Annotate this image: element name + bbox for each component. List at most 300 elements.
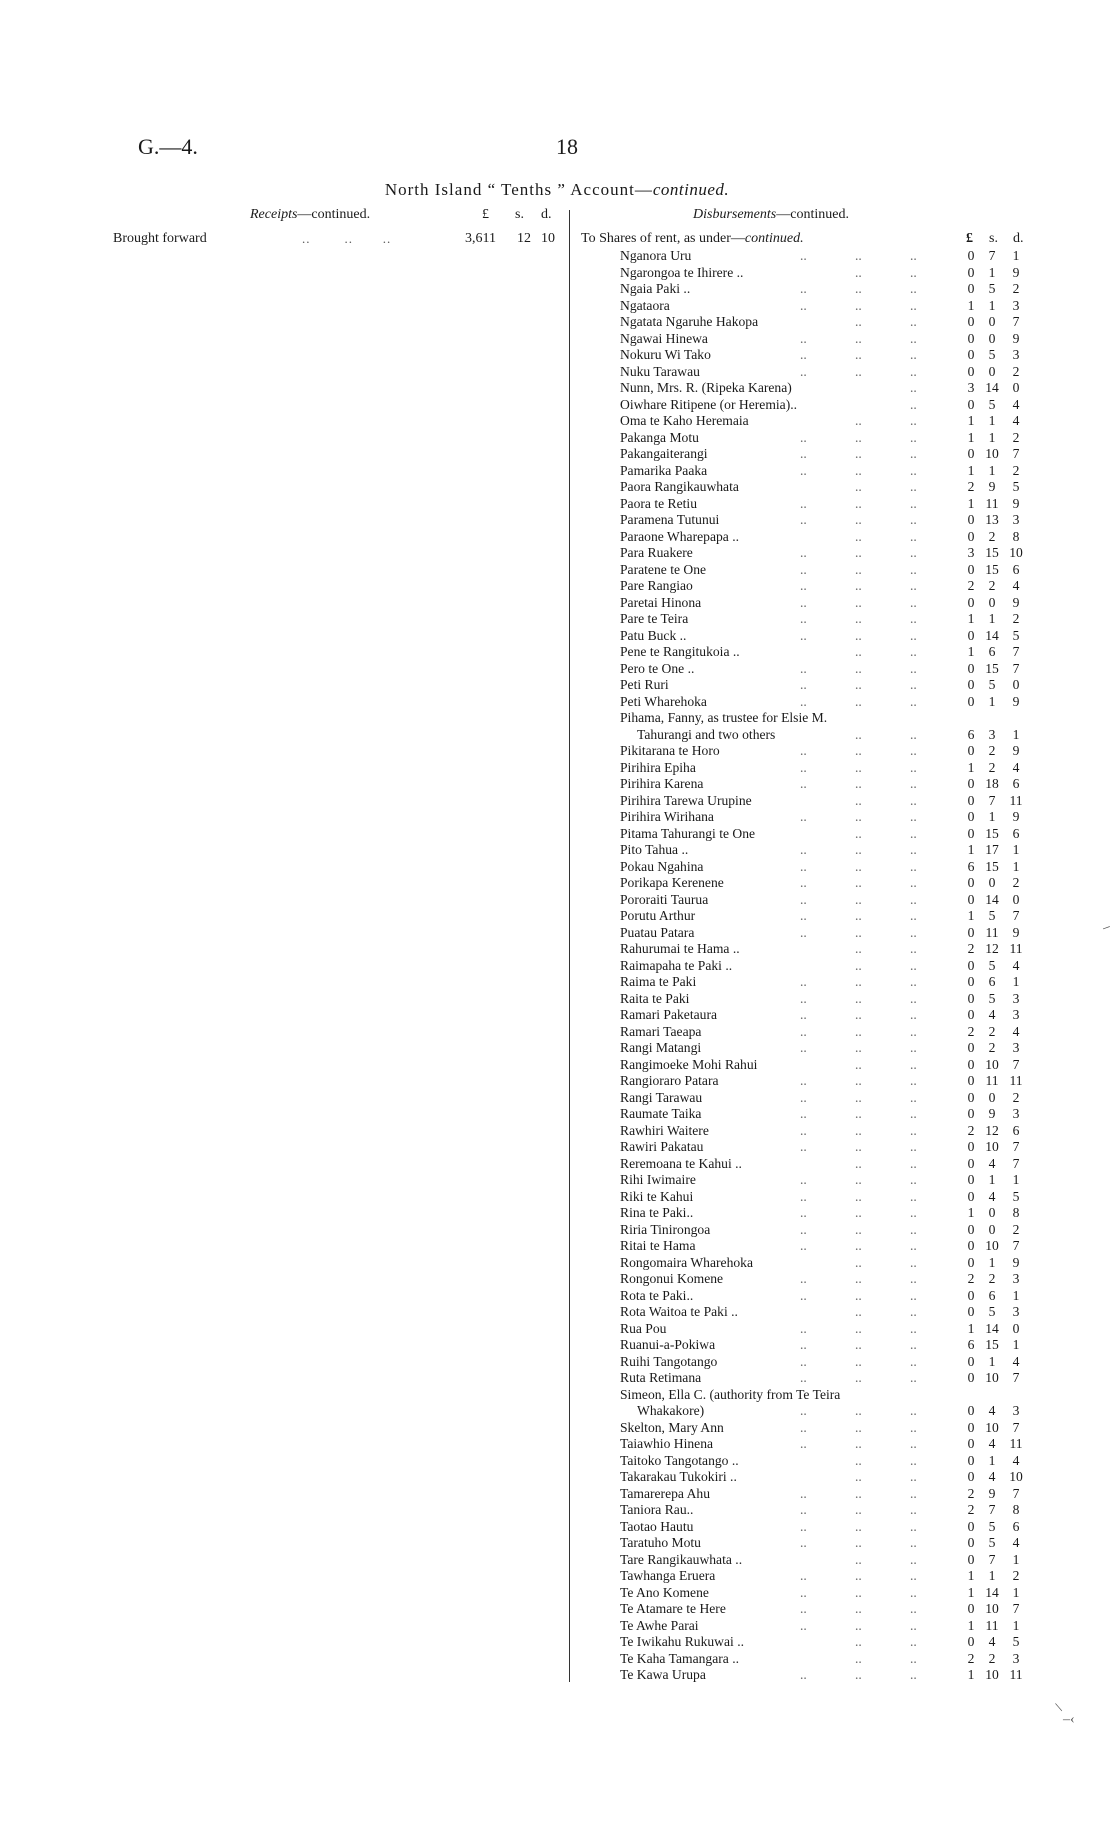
- table-row: [0, 1568, 1114, 1585]
- amount-pounds: 1: [967, 644, 975, 659]
- payee-name: Para Ruakere: [620, 545, 693, 560]
- table-row: [0, 1370, 1114, 1387]
- leader-dots: ..: [855, 1304, 862, 1319]
- leader-dots: ..: [855, 297, 862, 313]
- leader-dots: ..: [800, 1172, 807, 1187]
- amount-pounds: 0: [967, 677, 975, 692]
- amount-pence: 3: [1012, 1403, 1020, 1418]
- table-row: [0, 1007, 1114, 1024]
- receipts-heading-label: Receipts: [250, 207, 298, 222]
- amount-shillings: 14: [985, 627, 999, 643]
- payee-name: Oiwhare Ritipene (or Heremia)..: [620, 396, 798, 412]
- table-row: [0, 298, 1114, 315]
- leader-dots: ..: [910, 330, 917, 346]
- amount-pounds: 3: [967, 545, 975, 560]
- payee-name: Ngarongoa te Ihirere ..: [620, 264, 744, 280]
- amount-pence: 4: [1012, 1535, 1020, 1550]
- amount-shillings: 1: [988, 429, 996, 445]
- amount-shillings: 4: [988, 1469, 996, 1484]
- leader-dots: ..: [800, 1667, 807, 1682]
- amount-shillings: 9: [988, 1106, 996, 1121]
- amount-pounds: 0: [967, 1155, 975, 1171]
- leader-dots: ..: [910, 1337, 917, 1352]
- amount-pounds: 0: [967, 330, 975, 346]
- table-row: [0, 776, 1114, 793]
- payee-name: Pene te Rangitukoia ..: [620, 644, 740, 659]
- leader-dots: ..: [800, 330, 807, 346]
- amount-pence: 7: [1012, 1155, 1020, 1171]
- payee-name: Simeon, Ella C. (authority from Te Teira: [620, 1386, 841, 1402]
- leader-dots: ..: [910, 446, 917, 461]
- amount-shillings: 0: [988, 1089, 996, 1105]
- payee-name: Nganora Uru: [620, 248, 692, 263]
- table-row: [0, 545, 1114, 562]
- amount-pence: 11: [1009, 792, 1023, 808]
- amount-shillings: 0: [988, 875, 996, 890]
- amount-shillings: 2: [988, 1650, 996, 1666]
- amount-pounds: 0: [967, 594, 975, 610]
- amount-shillings: 1: [988, 297, 996, 313]
- leader-dots: ..: [800, 924, 807, 940]
- amount-pounds: 0: [967, 990, 975, 1006]
- leader-dots: ..: [855, 1403, 862, 1418]
- leader-dots: ..: [800, 891, 807, 907]
- amount-shillings: 4: [988, 1007, 996, 1022]
- payee-name: Taratuho Motu: [620, 1535, 701, 1550]
- margin-mark: –‹: [1063, 1712, 1075, 1727]
- amount-pounds: 0: [967, 776, 975, 791]
- amount-pence: 2: [1012, 1568, 1020, 1583]
- table-row: [0, 430, 1114, 447]
- table-row: [0, 281, 1114, 298]
- amount-pence: 10: [1009, 545, 1023, 560]
- amount-shillings: 4: [988, 1436, 996, 1451]
- amount-shillings: 3: [988, 726, 996, 742]
- table-row: [0, 1271, 1114, 1288]
- leader-dots: ..: [910, 1518, 917, 1534]
- amount-pence: 7: [1012, 446, 1020, 461]
- leader-dots: ..: [800, 1139, 807, 1154]
- amount-pounds: 1: [967, 1667, 975, 1682]
- table-row: [0, 974, 1114, 991]
- amount-shillings: 17: [985, 842, 999, 857]
- leader-dots: ..: [855, 1634, 862, 1649]
- amount-shillings: 7: [988, 1502, 996, 1517]
- payee-name: Te Kaha Tamangara ..: [620, 1650, 739, 1666]
- amount-pence: 7: [1012, 1139, 1020, 1154]
- table-row: [0, 529, 1114, 546]
- amount-pounds: 2: [967, 1023, 975, 1039]
- leader-dots: ..: [855, 693, 862, 709]
- table-row: [0, 826, 1114, 843]
- amount-pounds: 2: [967, 1485, 975, 1501]
- leader-dots: ..: [855, 1106, 862, 1121]
- leader-dots: ..: [910, 297, 917, 313]
- leader-dots: ..: [800, 776, 807, 791]
- amount-pence: 2: [1012, 429, 1020, 445]
- amount-pounds: 0: [967, 561, 975, 577]
- amount-pounds: 0: [967, 363, 975, 379]
- amount-shillings: 10: [985, 1601, 999, 1616]
- leader-dots: ..: [800, 858, 807, 874]
- amount-pence: 3: [1012, 347, 1020, 362]
- amount-pounds: 1: [967, 1205, 975, 1220]
- amount-shillings: 15: [985, 660, 999, 676]
- amount-shillings: 5: [988, 1518, 996, 1534]
- amount-shillings: 4: [988, 1634, 996, 1649]
- payee-name: Skelton, Mary Ann: [620, 1419, 724, 1435]
- amount-pounds: 0: [967, 1254, 975, 1270]
- amount-pence: 4: [1012, 1023, 1020, 1039]
- table-row: [0, 1469, 1114, 1486]
- table-row: [0, 446, 1114, 463]
- amount-pounds: 1: [967, 1320, 975, 1336]
- leader-dots: ..: [910, 611, 917, 626]
- payee-name: Paramena Tutunui: [620, 512, 720, 527]
- table-row: [0, 1519, 1114, 1536]
- amount-pounds: 0: [967, 1106, 975, 1121]
- amount-pence: 1: [1012, 1584, 1020, 1600]
- amount-pence: 3: [1012, 1304, 1020, 1319]
- amount-pence: 11: [1009, 1436, 1023, 1451]
- leader-dots: ..: [855, 941, 862, 956]
- amount-pounds: 2: [967, 1122, 975, 1138]
- payee-name: Pororaiti Taurua: [620, 891, 709, 907]
- amount-shillings: 15: [985, 1337, 999, 1352]
- brought-forward-label: Brought forward: [113, 231, 207, 246]
- leader-dots: ..: [855, 990, 862, 1006]
- table-row: [0, 512, 1114, 529]
- amount-pounds: 0: [967, 1551, 975, 1567]
- brought-forward-leaders: .. .. ..: [302, 231, 392, 246]
- disbursements-col-pounds: £: [966, 231, 973, 246]
- leader-dots: ..: [910, 1601, 917, 1616]
- amount-pence: 0: [1012, 677, 1020, 692]
- leader-dots: ..: [910, 1419, 917, 1435]
- leader-dots: ..: [910, 1073, 917, 1088]
- receipts-col-pounds: £: [482, 207, 489, 222]
- payee-name: Raimapaha te Paki ..: [620, 957, 733, 973]
- leader-dots: ..: [855, 611, 862, 626]
- leader-dots: ..: [910, 1469, 917, 1484]
- amount-pounds: 1: [967, 759, 975, 775]
- leader-dots: ..: [800, 743, 807, 758]
- amount-pence: 3: [1012, 1040, 1020, 1055]
- leader-dots: ..: [855, 809, 862, 824]
- payee-name: Taotao Hautu: [620, 1518, 694, 1534]
- leader-dots: ..: [855, 1271, 862, 1286]
- leader-dots: ..: [910, 743, 917, 758]
- leader-dots: ..: [910, 776, 917, 791]
- amount-shillings: 15: [985, 561, 999, 577]
- payee-name: Tahurangi and two others: [637, 726, 776, 742]
- leader-dots: ..: [910, 1221, 917, 1237]
- account-title-continued: continued.: [652, 180, 730, 199]
- leader-dots: ..: [855, 264, 862, 280]
- leader-dots: ..: [855, 1287, 862, 1303]
- amount-pence: 4: [1012, 1353, 1020, 1369]
- table-row: [0, 694, 1114, 711]
- leader-dots: ..: [800, 809, 807, 824]
- amount-pounds: 0: [967, 396, 975, 412]
- amount-shillings: 10: [985, 1139, 999, 1154]
- table-row: [0, 611, 1114, 628]
- leader-dots: ..: [800, 990, 807, 1006]
- payee-name: Pito Tahua ..: [620, 842, 689, 857]
- amount-pounds: 0: [967, 446, 975, 461]
- leader-dots: ..: [800, 1320, 807, 1336]
- table-row: [0, 1436, 1114, 1453]
- amount-shillings: 2: [988, 578, 996, 593]
- amount-pounds: 0: [967, 891, 975, 907]
- leader-dots: ..: [855, 1617, 862, 1633]
- amount-shillings: 5: [988, 957, 996, 973]
- amount-pence: 9: [1012, 495, 1020, 511]
- amount-pounds: 0: [967, 347, 975, 362]
- leader-dots: ..: [855, 1040, 862, 1055]
- amount-pence: 5: [1012, 627, 1020, 643]
- table-row: [0, 479, 1114, 496]
- payee-name: Paratene te One: [620, 561, 707, 577]
- amount-shillings: 1: [988, 1568, 996, 1583]
- amount-pence: 7: [1012, 908, 1020, 923]
- payee-name: Taiawhio Hinena: [620, 1436, 714, 1451]
- payee-name: Puatau Patara: [620, 924, 695, 940]
- amount-pence: 1: [1012, 1172, 1020, 1187]
- payee-name: Pakangaiterangi: [620, 446, 708, 461]
- amount-shillings: 1: [988, 462, 996, 478]
- leader-dots: ..: [910, 1535, 917, 1550]
- brought-forward-pence: 10: [541, 231, 555, 246]
- amount-shillings: 9: [988, 479, 996, 494]
- leader-dots: ..: [910, 1023, 917, 1039]
- leader-dots: ..: [855, 578, 862, 593]
- payee-name: Ngatata Ngaruhe Hakopa: [620, 314, 759, 329]
- amount-pounds: 0: [967, 693, 975, 709]
- table-row: [0, 595, 1114, 612]
- amount-shillings: 15: [985, 858, 999, 874]
- leader-dots: ..: [910, 644, 917, 659]
- leader-dots: ..: [855, 1518, 862, 1534]
- amount-pounds: 0: [967, 1370, 975, 1385]
- amount-pounds: 0: [967, 743, 975, 758]
- leader-dots: ..: [910, 1485, 917, 1501]
- amount-pounds: 0: [967, 281, 975, 296]
- amount-pence: 2: [1012, 611, 1020, 626]
- leader-dots: ..: [800, 1271, 807, 1286]
- payee-name: Rongonui Komene: [620, 1271, 724, 1286]
- shares-of-rent-continued: continued.: [744, 231, 804, 246]
- amount-shillings: 10: [985, 1667, 999, 1682]
- leader-dots: ..: [855, 743, 862, 758]
- amount-pence: 1: [1012, 974, 1020, 989]
- disbursements-col-shillings: s.: [989, 231, 998, 246]
- leader-dots: ..: [910, 957, 917, 973]
- leader-dots: ..: [800, 974, 807, 989]
- amount-pounds: 0: [967, 875, 975, 890]
- amount-pence: 8: [1012, 528, 1020, 544]
- payee-name: Pero te One ..: [620, 660, 695, 676]
- leader-dots: ..: [855, 1485, 862, 1501]
- payee-name: Taniora Rau..: [620, 1502, 694, 1517]
- payee-name: Te Ano Komene: [620, 1584, 709, 1600]
- leader-dots: ..: [910, 264, 917, 280]
- payee-name: Ngawai Hinewa: [620, 330, 708, 346]
- amount-pence: 2: [1012, 1221, 1020, 1237]
- leader-dots: ..: [855, 1667, 862, 1682]
- leader-dots: ..: [800, 611, 807, 626]
- amount-shillings: 0: [988, 1205, 996, 1220]
- leader-dots: ..: [910, 875, 917, 890]
- amount-pence: 9: [1012, 693, 1020, 709]
- amount-pence: 3: [1012, 1106, 1020, 1121]
- payee-name: Pirihira Karena: [620, 776, 704, 791]
- payee-name: Pare te Teira: [620, 611, 689, 626]
- amount-pounds: 0: [967, 1089, 975, 1105]
- payee-name: Porutu Arthur: [620, 908, 696, 923]
- leader-dots: ..: [910, 941, 917, 956]
- leader-dots: ..: [800, 1403, 807, 1418]
- amount-pounds: 0: [967, 809, 975, 824]
- table-row: [0, 1387, 1114, 1404]
- brought-forward-shillings: 12: [517, 231, 531, 246]
- amount-pence: 6: [1012, 776, 1020, 791]
- amount-pence: 8: [1012, 1205, 1020, 1220]
- table-row: [0, 743, 1114, 760]
- amount-pence: 2: [1012, 363, 1020, 379]
- leader-dots: ..: [855, 561, 862, 577]
- amount-pounds: 0: [967, 1518, 975, 1534]
- table-row: [0, 1189, 1114, 1206]
- payee-name: Te Awhe Parai: [620, 1617, 699, 1633]
- leader-dots: ..: [800, 759, 807, 775]
- leader-dots: ..: [910, 1007, 917, 1022]
- amount-pounds: 2: [967, 1502, 975, 1517]
- amount-pounds: 0: [967, 924, 975, 940]
- amount-shillings: 1: [988, 1353, 996, 1369]
- leader-dots: ..: [910, 1155, 917, 1171]
- amount-shillings: 5: [988, 281, 996, 296]
- leader-dots: ..: [855, 594, 862, 610]
- amount-shillings: 14: [985, 1584, 999, 1600]
- amount-shillings: 4: [988, 1155, 996, 1171]
- leader-dots: ..: [800, 1617, 807, 1633]
- leader-dots: ..: [910, 1254, 917, 1270]
- payee-name: Raima te Paki: [620, 974, 697, 989]
- amount-pence: 2: [1012, 875, 1020, 890]
- table-row: [0, 958, 1114, 975]
- amount-shillings: 2: [988, 1040, 996, 1055]
- leader-dots: ..: [800, 1122, 807, 1138]
- table-row: [0, 1222, 1114, 1239]
- leader-dots: ..: [800, 1073, 807, 1088]
- amount-pounds: 0: [967, 1238, 975, 1253]
- table-row: [0, 314, 1114, 331]
- payee-name: Pihama, Fanny, as trustee for Elsie M.: [620, 710, 828, 725]
- amount-pounds: 0: [967, 1353, 975, 1369]
- payee-name: Rihi Iwimaire: [620, 1172, 696, 1187]
- payee-name: Paraone Wharepapa ..: [620, 528, 740, 544]
- shares-of-rent-text: To Shares of rent, as under—: [581, 231, 745, 246]
- payee-name: Tare Rangikauwhata ..: [620, 1551, 743, 1567]
- amount-pence: 4: [1012, 396, 1020, 412]
- leader-dots: ..: [910, 1304, 917, 1319]
- leader-dots: ..: [855, 1139, 862, 1154]
- table-row: [0, 1139, 1114, 1156]
- leader-dots: ..: [800, 1023, 807, 1039]
- amount-pounds: 0: [967, 248, 975, 263]
- leader-dots: ..: [800, 875, 807, 890]
- amount-pence: 4: [1012, 413, 1020, 428]
- payee-name: Te Atamare te Here: [620, 1601, 726, 1616]
- amount-pence: 1: [1012, 842, 1020, 857]
- leader-dots: ..: [855, 677, 862, 692]
- amount-pounds: 1: [967, 413, 975, 428]
- leader-dots: ..: [855, 1551, 862, 1567]
- leader-dots: ..: [910, 281, 917, 296]
- leader-dots: ..: [800, 594, 807, 610]
- payee-name: Peti Wharehoka: [620, 693, 707, 709]
- amount-shillings: 6: [988, 644, 996, 659]
- leader-dots: ..: [855, 1073, 862, 1088]
- leader-dots: ..: [855, 875, 862, 890]
- leader-dots: ..: [800, 561, 807, 577]
- leader-dots: ..: [800, 248, 807, 263]
- amount-shillings: 11: [985, 495, 999, 511]
- table-row: [0, 1618, 1114, 1635]
- leader-dots: ..: [855, 1650, 862, 1666]
- leader-dots: ..: [855, 330, 862, 346]
- amount-shillings: 15: [985, 825, 999, 841]
- leader-dots: ..: [855, 957, 862, 973]
- leader-dots: ..: [855, 759, 862, 775]
- amount-shillings: 1: [988, 693, 996, 709]
- leader-dots: ..: [855, 1023, 862, 1039]
- leader-dots: ..: [800, 1419, 807, 1435]
- table-row: [0, 677, 1114, 694]
- leader-dots: ..: [800, 1238, 807, 1253]
- leader-dots: ..: [910, 512, 917, 527]
- amount-pence: 3: [1012, 1271, 1020, 1286]
- leader-dots: ..: [855, 1238, 862, 1253]
- leader-dots: ..: [800, 462, 807, 478]
- leader-dots: ..: [800, 512, 807, 527]
- amount-pence: 2: [1012, 1089, 1020, 1105]
- leader-dots: ..: [855, 1601, 862, 1616]
- leader-dots: ..: [910, 990, 917, 1006]
- leader-dots: ..: [800, 578, 807, 593]
- amount-pounds: 0: [967, 627, 975, 643]
- leader-dots: ..: [855, 413, 862, 428]
- amount-shillings: 1: [988, 413, 996, 428]
- amount-shillings: 5: [988, 908, 996, 923]
- leader-dots: ..: [855, 825, 862, 841]
- amount-shillings: 0: [988, 314, 996, 329]
- leader-dots: ..: [910, 545, 917, 560]
- payee-name: Riki te Kahui: [620, 1188, 694, 1204]
- leader-dots: ..: [800, 1089, 807, 1105]
- leader-dots: ..: [910, 1667, 917, 1682]
- amount-pence: 8: [1012, 1502, 1020, 1517]
- leader-dots: ..: [855, 1568, 862, 1583]
- payee-name: Rangi Tarawau: [620, 1089, 703, 1105]
- amount-shillings: 9: [988, 1485, 996, 1501]
- amount-shillings: 2: [988, 1023, 996, 1039]
- receipts-heading-continued: —continued.: [297, 207, 371, 222]
- amount-pounds: 0: [967, 264, 975, 280]
- amount-shillings: 7: [988, 792, 996, 808]
- amount-pence: 3: [1012, 297, 1020, 313]
